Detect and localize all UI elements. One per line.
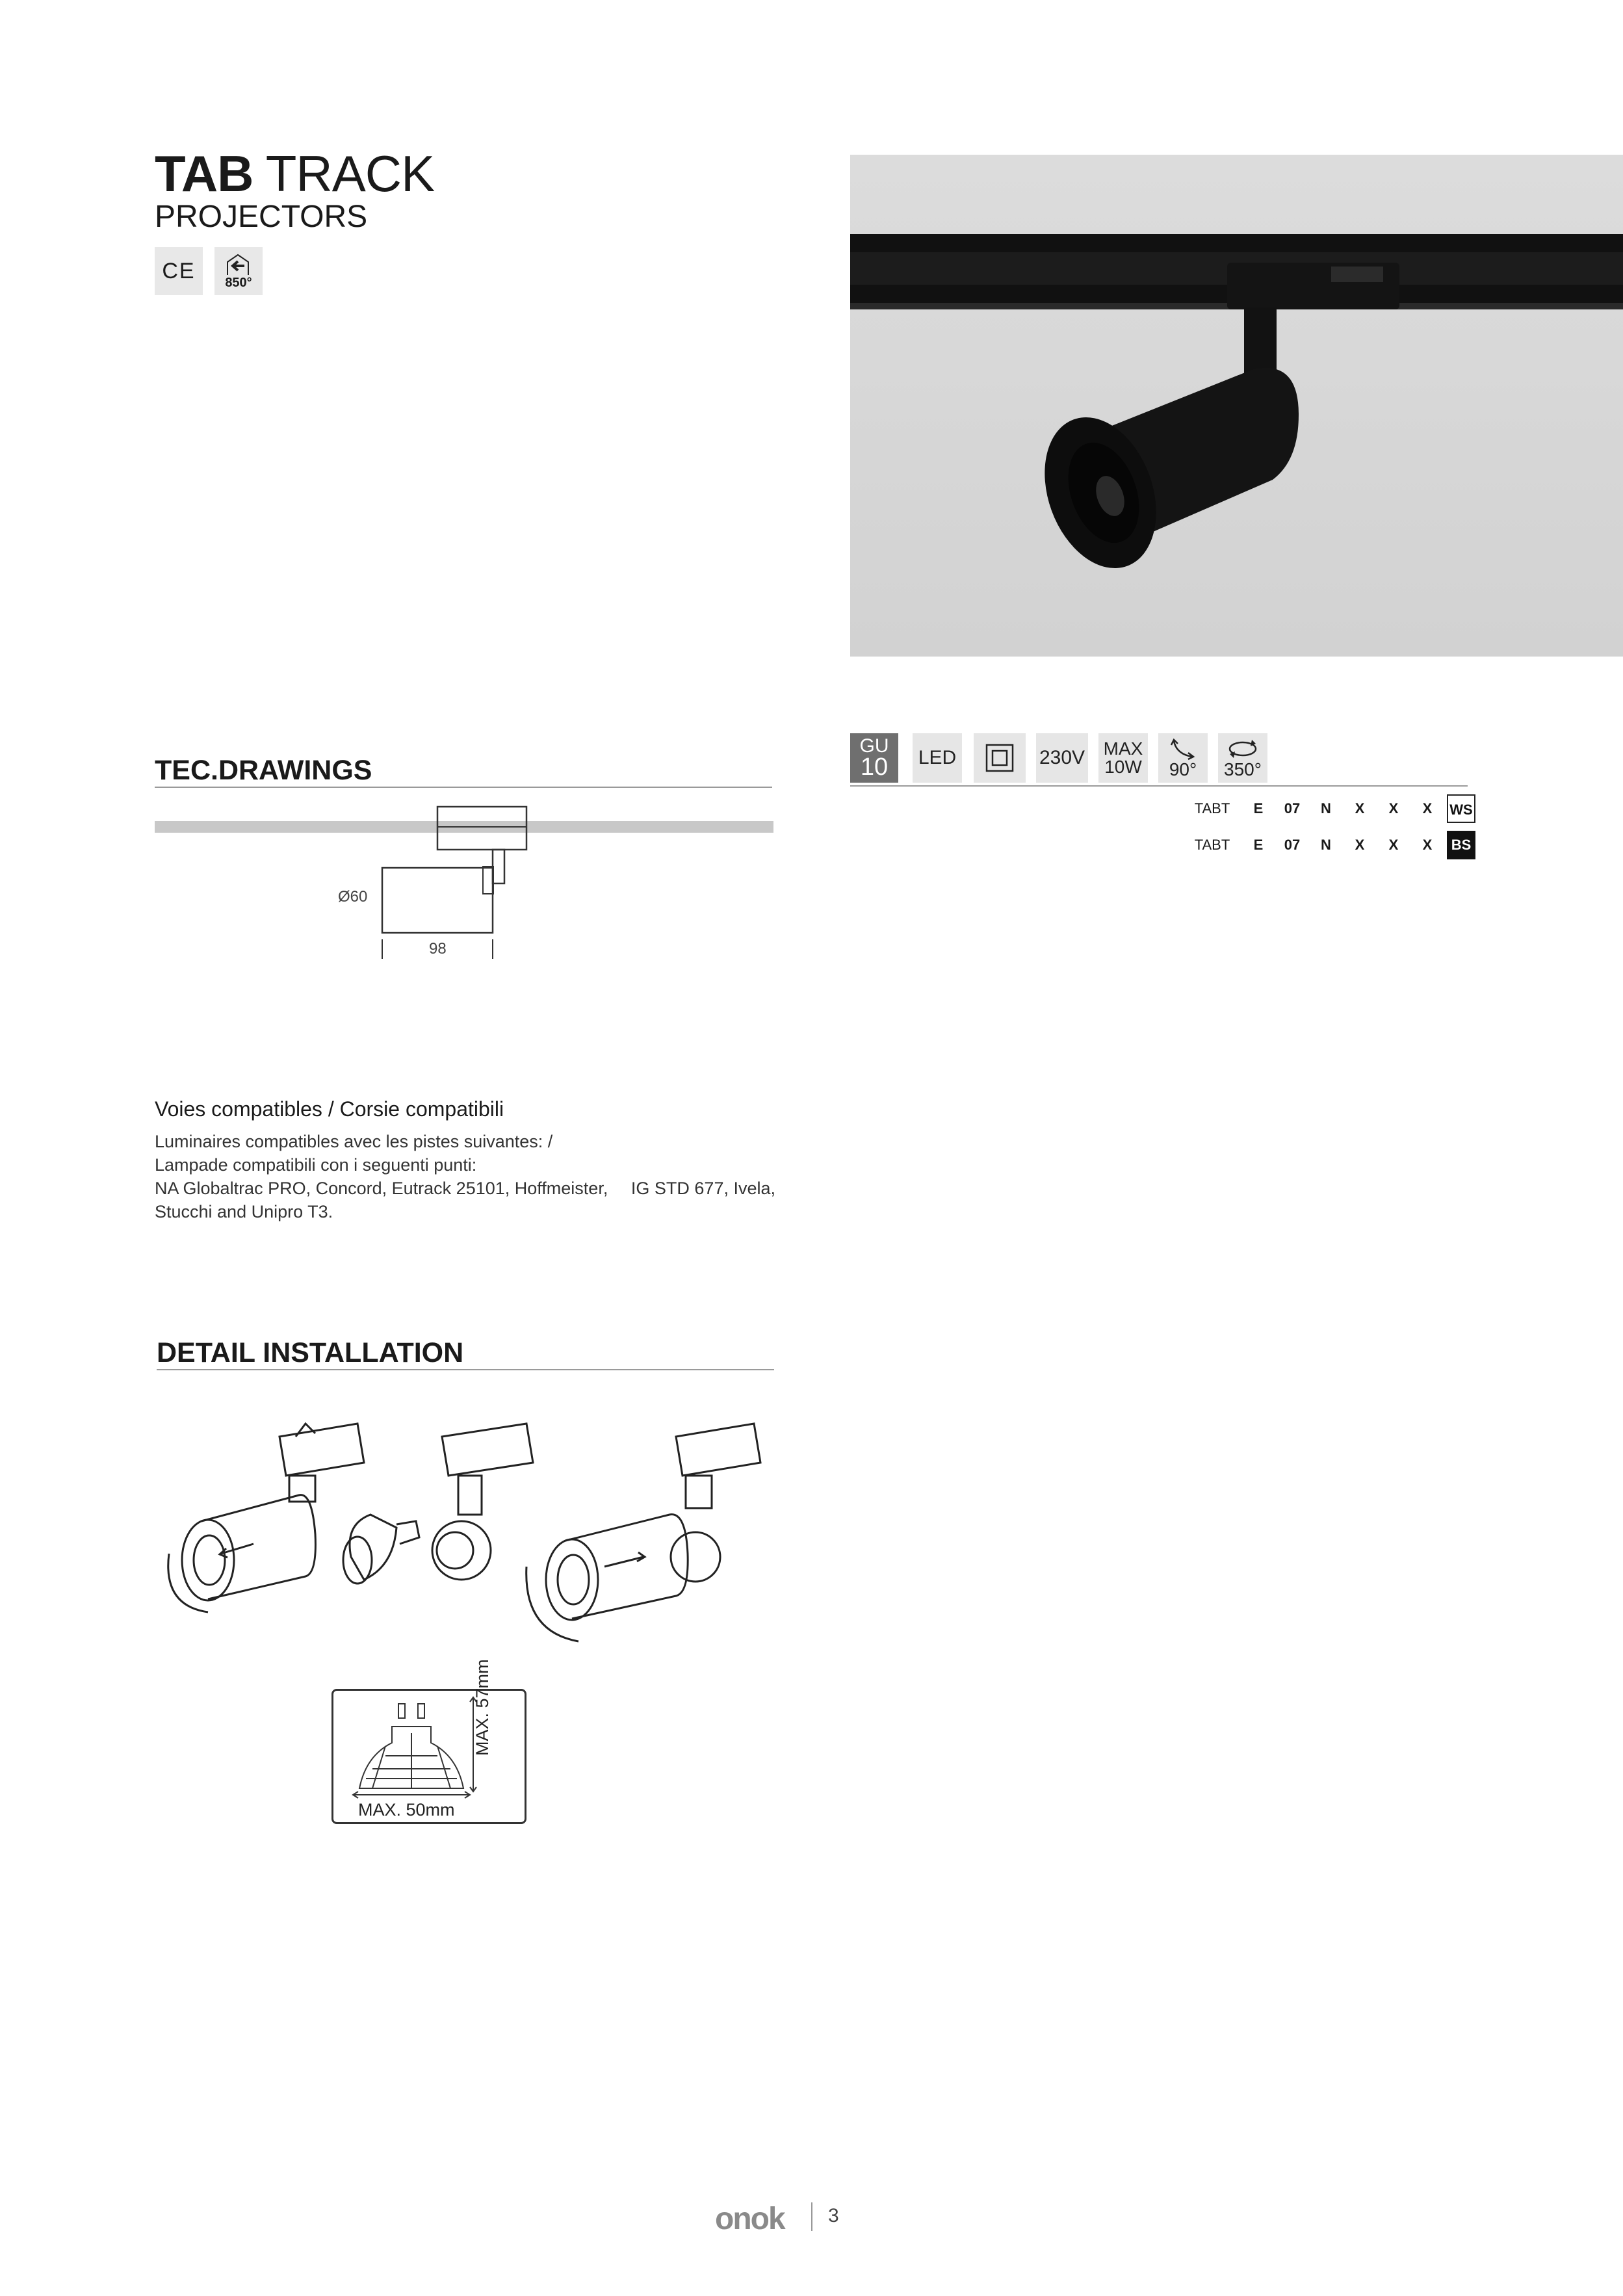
color-badge-bs: BS	[1447, 831, 1475, 859]
brand-logo: onok	[715, 2202, 785, 2236]
bulb-dimension-box	[331, 1659, 526, 1824]
product-title	[155, 144, 434, 203]
code-part: 07	[1284, 800, 1301, 816]
spec-power-line2: 10W	[1104, 757, 1142, 777]
spec-led-label: LED	[918, 747, 957, 768]
code-part: 07	[1284, 837, 1301, 853]
detail-installation-rule	[157, 1369, 774, 1370]
spec-power-icon	[1098, 733, 1148, 783]
tec-drawings-rule	[155, 787, 772, 788]
class-ii-icon	[974, 733, 1026, 783]
footer-separator	[811, 2202, 812, 2231]
compat-line-4: Stucchi and Unipro T3.	[155, 1202, 333, 1221]
code-part: N	[1321, 800, 1331, 816]
spec-tilt-label: 90°	[1169, 759, 1197, 779]
title-bold: TAB	[155, 145, 253, 202]
product-subtitle: PROJECTORS	[155, 200, 368, 234]
code-part: X	[1422, 800, 1433, 816]
code-part: E	[1253, 837, 1264, 853]
code-part: E	[1253, 800, 1264, 816]
ce-label: CE	[162, 258, 196, 283]
compat-line-3b: IG STD 677, Ivela,	[630, 1179, 775, 1198]
compat-line-2: Lampade compatibili con i seguenti punti:	[155, 1155, 477, 1175]
glow-wire-icon	[214, 247, 263, 295]
compat-line-3	[155, 1177, 775, 1200]
track-spotlight-illustration	[850, 155, 1623, 657]
code-prefix: TABT	[1194, 837, 1230, 853]
tilt-arrow-icon	[1158, 733, 1208, 783]
diameter-label: Ø60	[338, 888, 368, 906]
product-code-row-bs	[1183, 829, 1475, 861]
length-label: 98	[429, 940, 447, 958]
compatibility-heading: Voies compatibles / Corsie compatibili	[155, 1097, 504, 1121]
ce-mark-icon	[155, 247, 203, 295]
spec-rotation-label: 350°	[1224, 759, 1262, 779]
title-light: TRACK	[265, 145, 435, 202]
glow-wire-label: 850°	[225, 276, 252, 290]
code-part: X	[1422, 837, 1433, 853]
rotation-arrow-symbol	[1226, 737, 1260, 761]
spec-voltage-label: 230V	[1039, 747, 1085, 768]
compat-line-1: Luminaires compatibles avec les pistes suivantes: /	[155, 1132, 553, 1151]
spec-led-icon	[913, 733, 962, 783]
spec-power-line1: MAX	[1103, 738, 1143, 759]
glow-wire-symbol	[225, 253, 252, 276]
product-code-row-ws	[1183, 793, 1475, 824]
code-part: N	[1321, 837, 1331, 853]
code-part: X	[1355, 837, 1365, 853]
code-prefix: TABT	[1194, 800, 1230, 816]
bulb-height-label: MAX. 57mm	[473, 1659, 492, 1756]
tec-drawings-heading: TEC.DRAWINGS	[155, 755, 372, 786]
color-badge-ws: WS	[1447, 794, 1475, 823]
code-part: X	[1355, 800, 1365, 816]
spec-gu10-line1: GU	[859, 735, 889, 757]
spec-voltage-icon	[1036, 733, 1088, 783]
code-part: X	[1388, 837, 1399, 853]
rotation-arrow-icon	[1218, 733, 1267, 783]
code-part: X	[1388, 800, 1399, 816]
page-number: 3	[828, 2205, 839, 2226]
spec-gu10-icon	[850, 733, 898, 783]
tilt-arrow-symbol	[1170, 737, 1196, 761]
compatibility-text	[155, 1130, 775, 1223]
spec-gu10-line2: 10	[860, 753, 889, 781]
technical-drawing	[155, 796, 773, 965]
spec-divider	[850, 785, 1468, 787]
detail-installation-heading: DETAIL INSTALLATION	[157, 1337, 464, 1368]
class-ii-symbol	[985, 744, 1014, 772]
product-photo	[850, 155, 1623, 657]
compat-line-3a: NA Globaltrac PRO, Concord, Eutrack 25101, Hoffmeister,	[155, 1179, 608, 1198]
bulb-width-label: MAX. 50mm	[358, 1800, 455, 1820]
installation-steps-illustration	[149, 1411, 780, 1658]
gu10-bulb-icon	[346, 1697, 476, 1801]
